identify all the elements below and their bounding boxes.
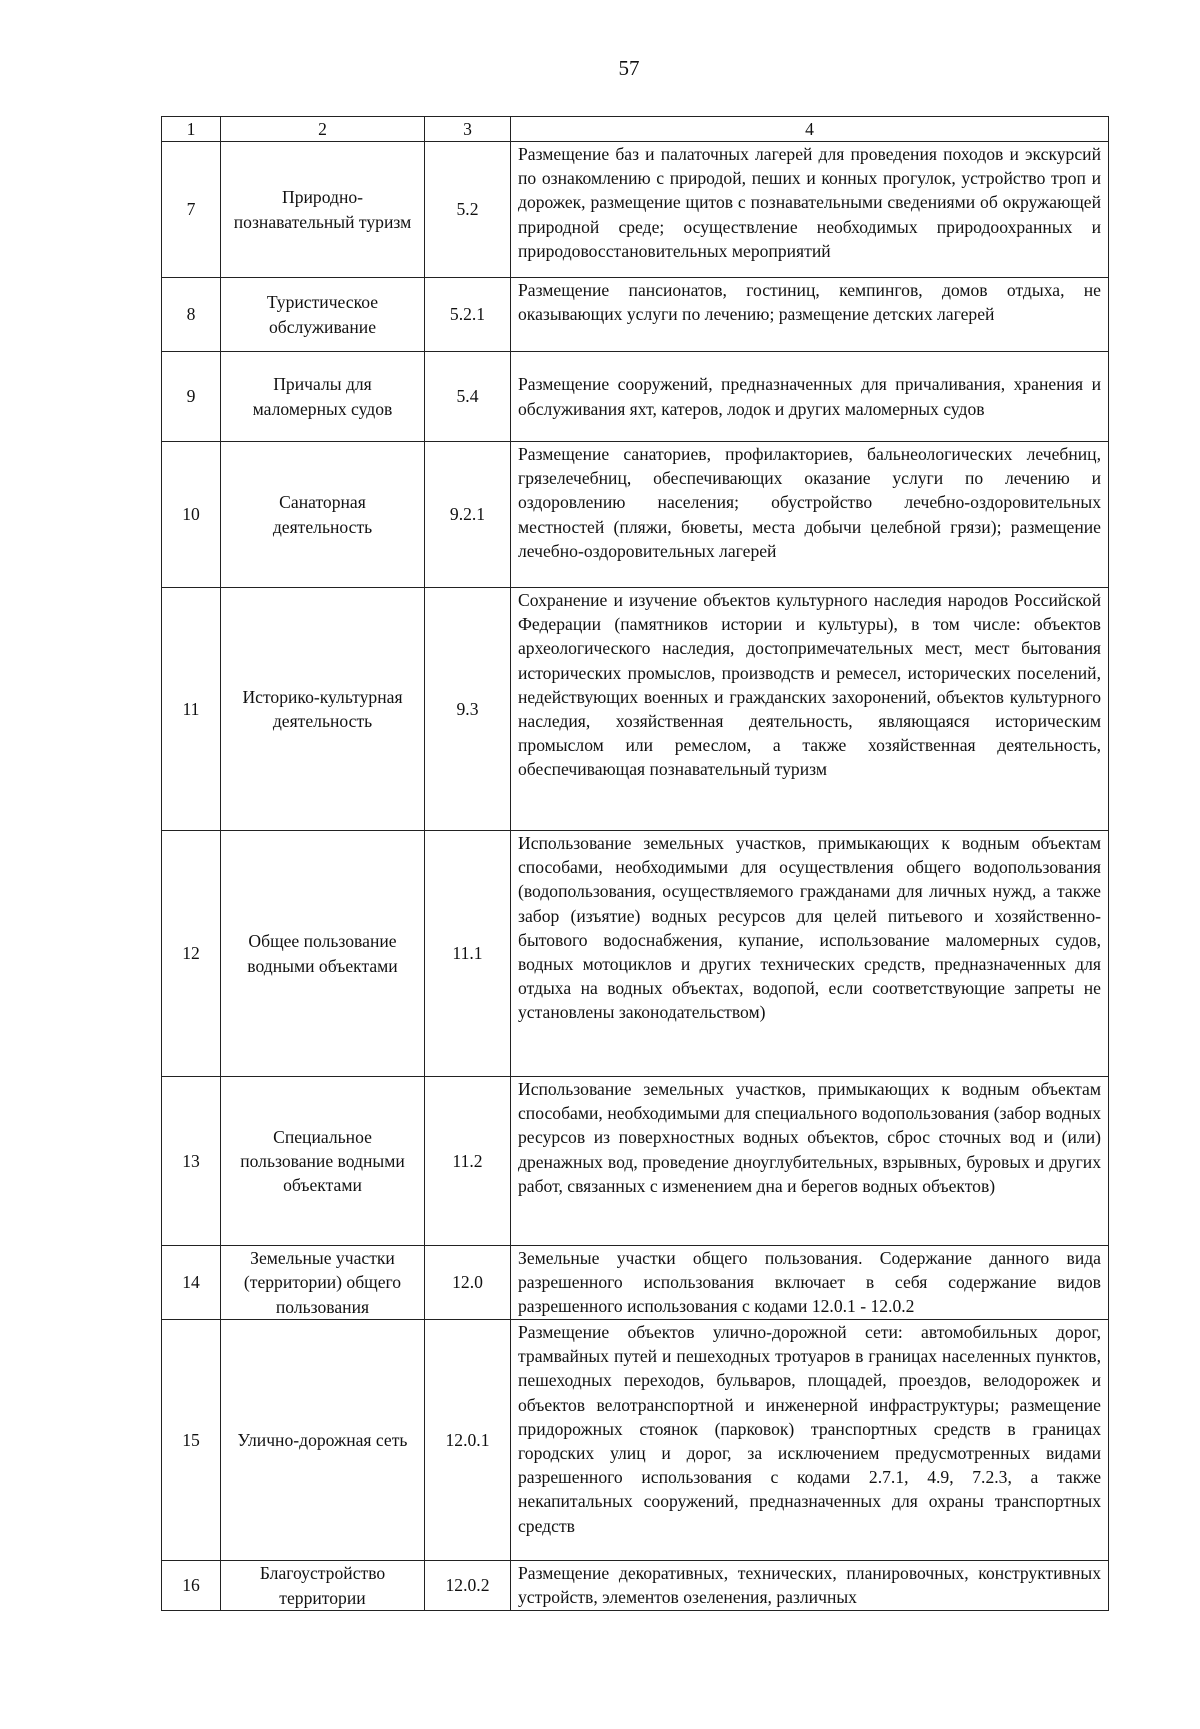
table-row <box>162 831 1109 1077</box>
land-use-code: 5.2 <box>425 142 511 278</box>
land-use-name: Историко-культурная деятельность <box>221 588 425 831</box>
land-use-code: 5.2.1 <box>425 278 511 352</box>
table-row <box>162 588 1109 831</box>
column-header-3: 3 <box>425 117 511 142</box>
row-number: 16 <box>162 1561 221 1611</box>
column-header-4: 4 <box>511 117 1109 142</box>
land-use-code: 11.2 <box>425 1077 511 1246</box>
land-use-code: 12.0.2 <box>425 1561 511 1611</box>
land-use-code: 9.2.1 <box>425 442 511 588</box>
land-use-name: Земельные участки (территории) общего пользования <box>221 1246 425 1320</box>
table-row <box>162 278 1109 352</box>
land-use-name: Благоустройство территории <box>221 1561 425 1611</box>
land-use-code: 12.0.1 <box>425 1320 511 1561</box>
table-row <box>162 352 1109 442</box>
column-header-1: 1 <box>162 117 221 142</box>
land-use-description: Использование земельных участков, примыкающих к водным объектам способами, необходимыми для осуществления общего водопользования (водопользования, осуществляемого гражданами для личных нужд, а также забор (изъятие) водных ресурсов для целей питьевого и хозяйственно-бытового водоснабжения, купание, использование маломерных судов, водных мотоциклов и других технических средств, предназначенных для отдыха на водных объектах, водопой, если соответствующие запреты не установлены законодательством) <box>511 831 1109 1077</box>
row-number: 10 <box>162 442 221 588</box>
table-row <box>162 1246 1109 1320</box>
land-use-description: Размещение декоративных, технических, планировочных, конструктивных устройств, элементов озеленения, различных <box>511 1561 1109 1611</box>
row-number: 11 <box>162 588 221 831</box>
land-use-name: Санаторная деятельность <box>221 442 425 588</box>
land-use-code: 11.1 <box>425 831 511 1077</box>
row-number: 9 <box>162 352 221 442</box>
table-row <box>162 142 1109 278</box>
land-use-code: 12.0 <box>425 1246 511 1320</box>
land-use-name: Причалы для маломерных судов <box>221 352 425 442</box>
land-use-name: Общее пользование водными объектами <box>221 831 425 1077</box>
column-number-row <box>162 117 1109 142</box>
table-row <box>162 1320 1109 1561</box>
table-row <box>162 1561 1109 1611</box>
page-number: 57 <box>618 56 640 80</box>
land-use-name: Специальное пользование водными объектами <box>221 1077 425 1246</box>
row-number: 15 <box>162 1320 221 1561</box>
table-row <box>162 1077 1109 1246</box>
land-use-description: Размещение санаториев, профилакториев, бальнеологических лечебниц, грязелечебниц, обеспечивающих оказание услуги по лечению и оздоровлению населения; обустройство лечебно-оздоровительных местностей (пляжи, бюветы, места добычи целебной грязи); размещение лечебно-оздоровительных лагерей <box>511 442 1109 588</box>
land-use-code: 5.4 <box>425 352 511 442</box>
row-number: 8 <box>162 278 221 352</box>
land-use-description: Размещение пансионатов, гостиниц, кемпингов, домов отдыха, не оказывающих услуги по лечению; размещение детских лагерей <box>511 278 1109 352</box>
row-number: 14 <box>162 1246 221 1320</box>
land-use-description: Размещение объектов улично-дорожной сети: автомобильных дорог, трамвайных путей и пешеходных тротуаров в границах населенных пунктов, пешеходных переходов, бульваров, площадей, проездов, велодорожек и объектов велотранспортной и инженерной инфраструктуры; размещение придорожных стоянок (парковок) транспортных средств в границах городских улиц и дорог, за исключением предусмотренных видами разрешенного использования с кодами 2.7.1, 4.9, 7.2.3, а также некапитальных сооружений, предназначенных для охраны транспортных средств <box>511 1320 1109 1561</box>
land-use-description: Размещение сооружений, предназначенных для причаливания, хранения и обслуживания яхт, катеров, лодок и других маломерных судов <box>511 352 1109 442</box>
row-number: 13 <box>162 1077 221 1246</box>
land-use-name: Природно-познавательный туризм <box>221 142 425 278</box>
land-use-description: Земельные участки общего пользования. Содержание данного вида разрешенного использования включает в себя содержание видов разрешенного использования с кодами 12.0.1 - 12.0.2 <box>511 1246 1109 1320</box>
land-use-name: Улично-дорожная сеть <box>221 1320 425 1561</box>
table-row <box>162 442 1109 588</box>
column-header-2: 2 <box>221 117 425 142</box>
land-use-name: Туристическое обслуживание <box>221 278 425 352</box>
land-use-description: Сохранение и изучение объектов культурного наследия народов Российской Федерации (памятников истории и культуры), в том числе: объектов археологического наследия, достопримечательных мест, мест бытования исторических промыслов, производств и ремесел, исторических поселений, недействующих военных и гражданских захоронений, объектов культурного наследия, хозяйственная деятельность, являющаяся историческим промыслом или ремеслом, а также хозяйственная деятельность, обеспечивающая познавательный туризм <box>511 588 1109 831</box>
row-number: 7 <box>162 142 221 278</box>
row-number: 12 <box>162 831 221 1077</box>
land-use-code: 9.3 <box>425 588 511 831</box>
land-use-description: Размещение баз и палаточных лагерей для проведения походов и экскурсий по ознакомлению с природой, пеших и конных прогулок, устройство троп и дорожек, размещение щитов с познавательными сведениями об окружающей природной среде; осуществление необходимых природоохранных и природовосстановительных мероприятий <box>511 142 1109 278</box>
land-use-description: Использование земельных участков, примыкающих к водным объектам способами, необходимыми для специального водопользования (забор водных ресурсов из поверхностных водных объектов, сброс сточных вод и (или) дренажных вод, проведение дноуглубительных, взрывных, буровых и других работ, связанных с изменением дна и берегов водных объектов) <box>511 1077 1109 1246</box>
land-use-table <box>161 116 1109 1611</box>
